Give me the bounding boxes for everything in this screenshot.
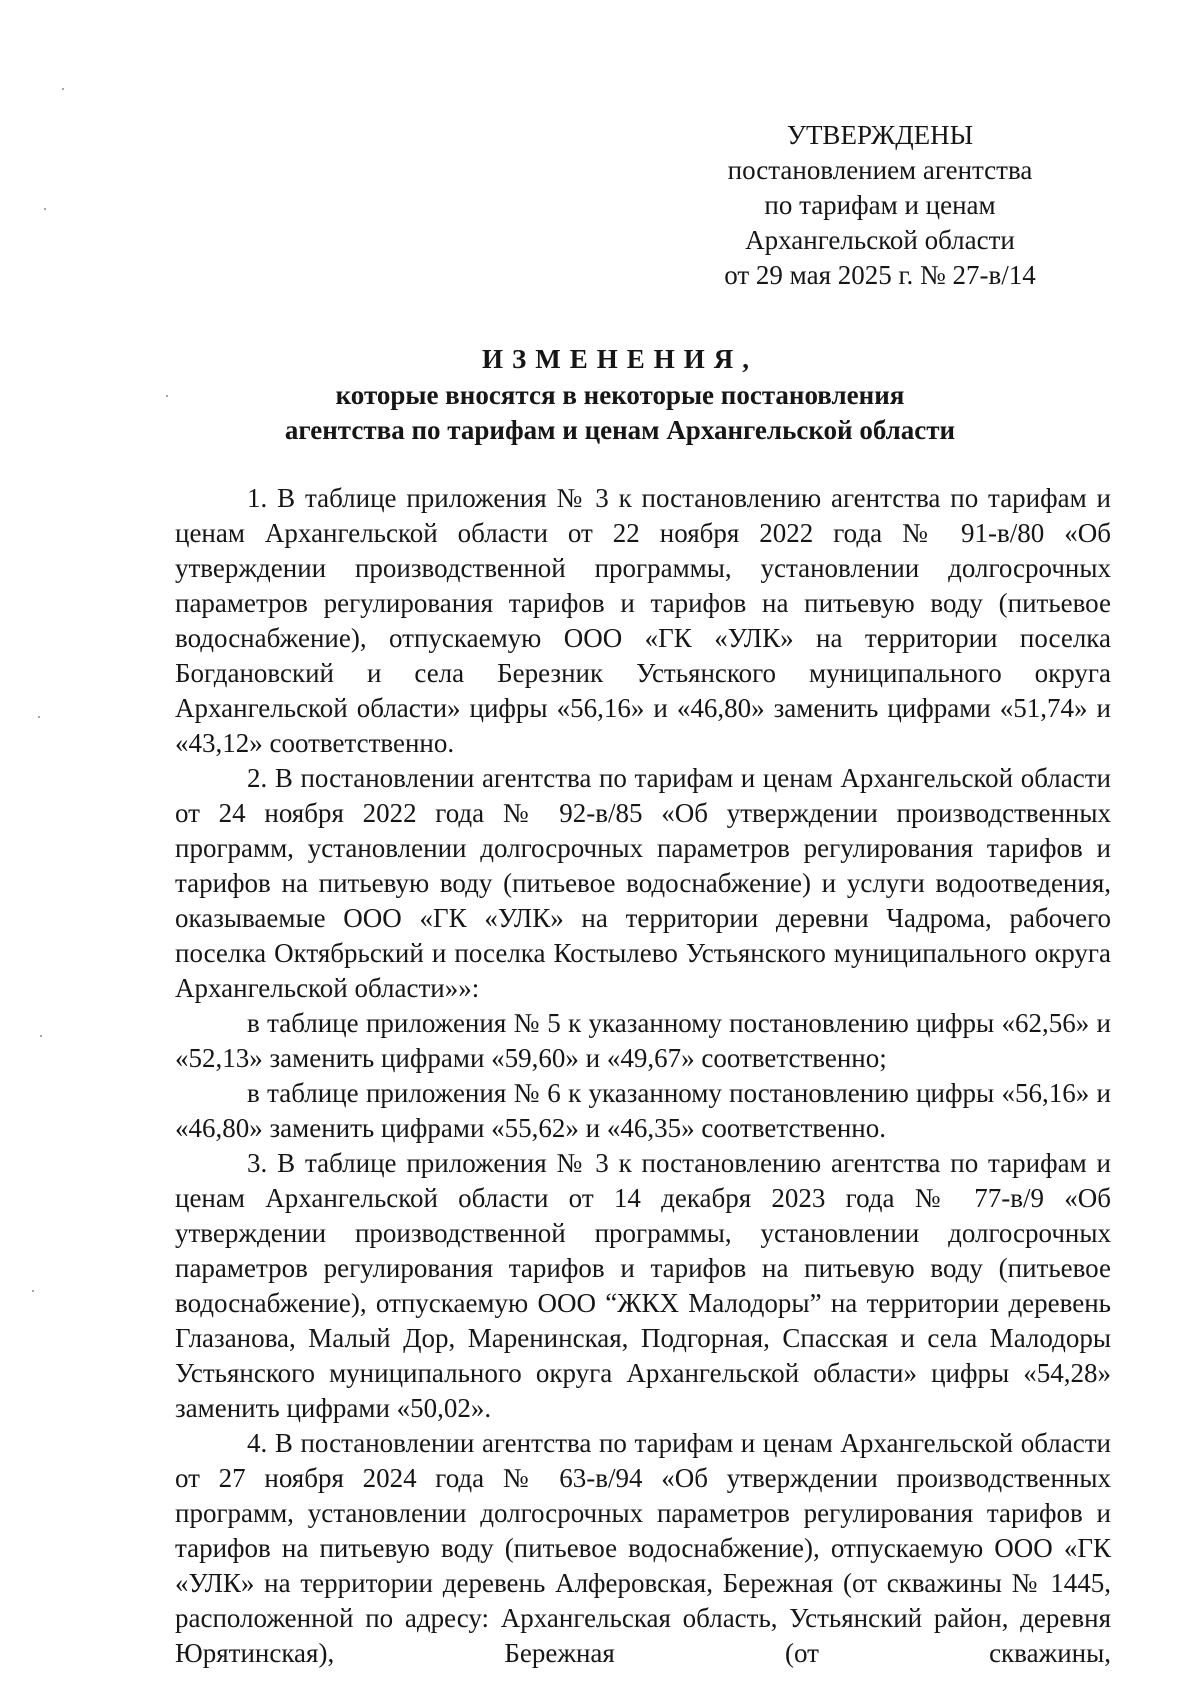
scan-speck xyxy=(166,395,168,397)
scan-speck xyxy=(32,1290,34,1292)
scan-speck xyxy=(44,208,46,210)
scan-speck xyxy=(62,88,64,90)
approval-line-decree: постановлением агентства xyxy=(727,155,1033,185)
paragraph-item-2: 2. В постановлении агентства по тарифам и ценам Архангельской области от 24 ноября 2022 года № 92-в/85 «Об утверждении производственных программ, установлении долгосрочных параметров регулирования тарифов и тарифов на питьевую воду (питьевое водоснабжение) и услуги водоотведения, оказываемые ООО «ГК «УЛК» на территории деревни Чадрома, рабочего поселка Октябрьский и поселка Костылево Устьянского муниципального округа Архангельской области»»: xyxy=(175,763,1111,1003)
approval-line-date-number: от 29 мая 2025 г. № 27-в/14 xyxy=(724,260,1036,290)
paragraph-item-1: 1. В таблице приложения № 3 к постановлению агентства по тарифам и ценам Архангельской области от 22 ноября 2022 года № 91-в/80 «Об утверждении производственной программы, установлении долгосрочных параметров регулирования тарифов и тарифов на питьевую воду (питьевое водоснабжение), отпускаемую ООО «ГК «УЛК» на территории поселка Богдановский и села Березник Устьянского муниципального округа Архангельской области» цифры «56,16» и «46,80» заменить цифрами «51,74» и «43,12» соответственно. xyxy=(175,483,1111,758)
paragraph-item-2-sub-1: в таблице приложения № 5 к указанному постановлению цифры «62,56» и «52,13» заменить цифрами «59,60» и «49,67» соответственно; xyxy=(175,1008,1111,1073)
document-title-block xyxy=(180,342,1060,448)
approval-title: УТВЕРЖДЕНЫ xyxy=(786,120,974,150)
document-subtitle-line-2: агентства по тарифам и ценам Архангельской области xyxy=(284,415,956,445)
approval-line-agency: по тарифам и ценам xyxy=(764,190,996,220)
paragraph-item-4: 4. В постановлении агентства по тарифам и ценам Архангельской области от 27 ноября 2024 года № 63-в/94 «Об утверждении производственных программ, установлении долгосрочных параметров регулирования тарифов и тарифов на питьевую воду (питьевое водоснабжение), отпускаемую ООО «ГК «УЛК» на территории деревень Алферовская, Бережная (от скважины № 1445, расположенной по адресу: Архангельская область, Устьянский район, деревня Юрятинская), Бережная (от скважины, xyxy=(175,1428,1111,1668)
approval-line-region: Архангельской области xyxy=(745,225,1015,255)
document-heading: ИЗМЕНЕНИЯ, xyxy=(481,344,758,374)
document-subtitle-line-1: которые вносятся в некоторые постановления xyxy=(335,380,905,410)
document-body xyxy=(175,481,1111,1671)
approval-stamp-block xyxy=(700,118,1060,293)
scan-speck xyxy=(38,716,40,718)
paragraph-item-3: 3. В таблице приложения № 3 к постановлению агентства по тарифам и ценам Архангельской области от 14 декабря 2023 года № 77-в/9 «Об утверждении производственной программы, установлении долгосрочных параметров регулирования тарифов и тарифов на питьевую воду (питьевое водоснабжение), отпускаемую ООО “ЖКХ Малодоры” на территории деревень Глазанова, Малый Дор, Маренинская, Подгорная, Спасская и села Малодоры Устьянского муниципального округа Архангельской области» цифры «54,28» заменить цифрами «50,02». xyxy=(175,1148,1111,1423)
paragraph-item-2-sub-2: в таблице приложения № 6 к указанному постановлению цифры «56,16» и «46,80» заменить цифрами «55,62» и «46,35» соответственно. xyxy=(175,1078,1111,1143)
scan-speck xyxy=(40,1035,42,1037)
